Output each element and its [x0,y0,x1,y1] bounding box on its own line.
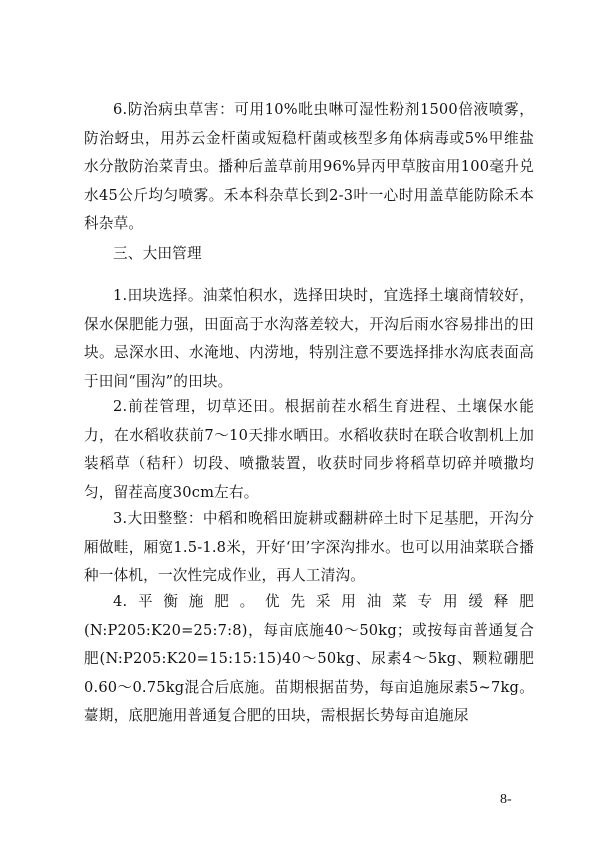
paragraph-previous-crop: 2.前茬管理，切草还田。根据前茬水稻生育进程、土壤保水能力，在水稻收获前7～10天排水晒田。水稻收获时在联合收割机上加装稻草（秸秆）切段、喷撒装置，收获时同步将稻草切碎并喷撒均匀，留茬高度30cm左右。 [84,398,534,501]
paragraph-balanced-fertilization: 4.平衡施肥。优先采用油菜专用缓释肥(N:P205:K20=25:7:8)，每亩底施40～50kg；或按每亩普通复合肥(N:P205:K20=15:15:15)40～50kg、尿素4～5kg、颗粒硼肥0.60～0.75kg混合后底施。苗期根据苗势，每亩追施尿素5~7kg。薹期，底肥施用普通复合肥的田块，需根据长势每亩追施尿 [84,593,534,725]
paragraph-field-selection: 1.田块选择。油菜怕积水，选择田块时，宜选择土壤商情较好，保水保肥能力强，田面高于水沟落差较大，开沟后雨水容易排出的田块。忌深水田、水淹地、内涝地，特别注意不要选择排水沟底表面高于田间“围沟”的田块。 [84,287,534,390]
paragraph-land-preparation: 3.大田整整：中稻和晚稻田旋耕或翻耕碎土时下足基肥，开沟分厢做畦，厢宽1.5-1.8米，开好‘田’字深沟排水。也可以用油菜联合播种一体机，一次性完成作业，再人工清沟。 [84,510,534,585]
page-number: 8- [500,792,512,807]
paragraph-pest-control: 6.防治病虫草害：可用10%吡虫啉可湿性粉剂1500倍液喷雾，防治蚜虫，用苏云金杆菌或短稳杆菌或核型多角体病毒或5%甲维盐水分散防治菜青虫。播种后盖草前用96%异丙甲草胺亩用100毫升兑水45公斤均匀喷雾。禾本科杂草长到2-3叶一心时用盖草能防除禾本科杂草。 [84,101,534,233]
section-heading-field-management: 三、大田管理 [113,245,202,262]
